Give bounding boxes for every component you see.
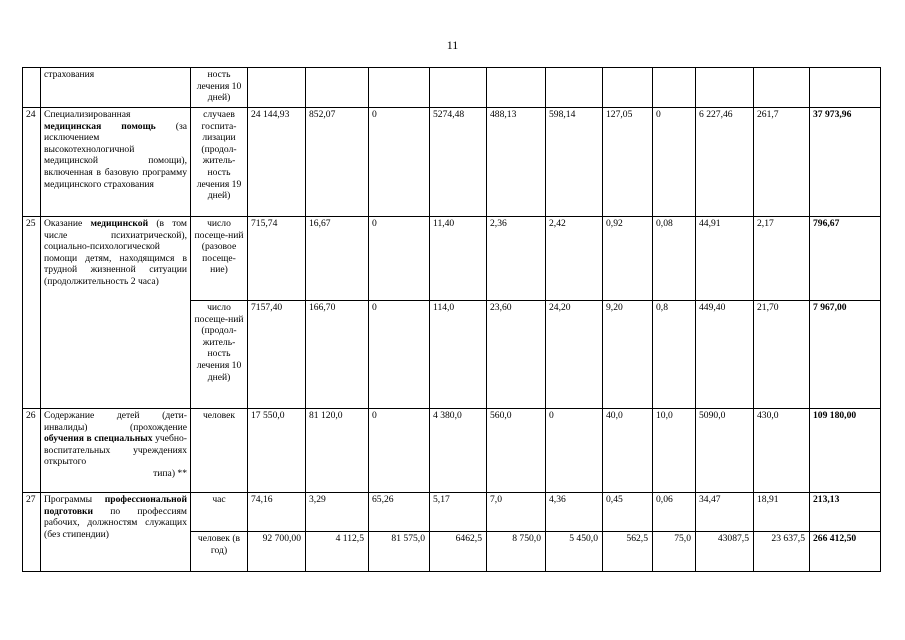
value-cell: 0 — [369, 108, 430, 217]
total-cell: 213,13 — [810, 493, 881, 532]
table-row-25a — [23, 217, 881, 301]
service-name-cell — [41, 409, 191, 493]
value-cell: 4 380,0 — [430, 409, 487, 493]
value-cell: 5 450,0 — [546, 532, 603, 572]
value-cell — [754, 68, 810, 108]
value-cell: 715,74 — [248, 217, 306, 301]
value-cell: 127,05 — [603, 108, 653, 217]
value-cell: 449,40 — [696, 301, 754, 409]
value-cell — [487, 68, 546, 108]
service-name-part: (в том числе психиатрической), социально-психологической помощи детям, находящимся в трудной жизненной ситуации (продолжительность 2 часа) — [44, 218, 187, 287]
value-cell: 5274,48 — [430, 108, 487, 217]
value-cell: 2,42 — [546, 217, 603, 301]
table-row-continuation — [23, 68, 881, 108]
value-cell: 40,0 — [603, 409, 653, 493]
service-name-part: Специализированная — [44, 109, 131, 120]
unit-cell: человек — [191, 409, 248, 493]
value-cell — [653, 68, 696, 108]
value-cell: 6 227,46 — [696, 108, 754, 217]
unit-cell: ность лечения 10 дней) — [191, 68, 248, 108]
value-cell: 4 112,5 — [306, 532, 369, 572]
value-cell: 598,14 — [546, 108, 603, 217]
value-cell: 24,20 — [546, 301, 603, 409]
value-cell: 24 144,93 — [248, 108, 306, 217]
value-cell — [696, 68, 754, 108]
total-cell — [810, 68, 881, 108]
value-cell: 0,45 — [603, 493, 653, 532]
value-cell: 114,0 — [430, 301, 487, 409]
value-cell: 8 750,0 — [487, 532, 546, 572]
service-name-bold: медицинская помощь — [44, 120, 156, 132]
service-name-bold: медицинской — [90, 218, 149, 229]
value-cell: 3,29 — [306, 493, 369, 532]
value-cell: 43087,5 — [696, 532, 754, 572]
value-cell: 21,70 — [754, 301, 810, 409]
value-cell: 18,91 — [754, 493, 810, 532]
unit-cell: случаев госпита-лизации (продол-житель-ность лечения 19 дней) — [191, 108, 248, 217]
value-cell: 852,07 — [306, 108, 369, 217]
value-cell: 7157,40 — [248, 301, 306, 409]
row-number-cell: 26 — [23, 409, 41, 493]
value-cell: 23,60 — [487, 301, 546, 409]
value-cell: 9,20 — [603, 301, 653, 409]
service-name-cell — [41, 493, 191, 572]
value-cell: 0 — [369, 301, 430, 409]
service-name-part: учебно-воспитательных учреждениях открытого — [44, 433, 187, 468]
value-cell: 81 120,0 — [306, 409, 369, 493]
value-cell: 2,36 — [487, 217, 546, 301]
value-cell: 4,36 — [546, 493, 603, 532]
value-cell: 0,06 — [653, 493, 696, 532]
value-cell: 562,5 — [603, 532, 653, 572]
value-cell: 560,0 — [487, 409, 546, 493]
value-cell: 0 — [653, 108, 696, 217]
service-name-part: Оказание — [44, 218, 83, 229]
value-cell: 7,0 — [487, 493, 546, 532]
value-cell: 5,17 — [430, 493, 487, 532]
row-number-cell — [23, 68, 41, 108]
value-cell: 261,7 — [754, 108, 810, 217]
unit-cell: человек (в год) — [191, 532, 248, 572]
value-cell — [306, 68, 369, 108]
service-name-bold: профессиональной подготовки — [44, 494, 187, 517]
value-cell: 92 700,00 — [248, 532, 306, 572]
service-name-part: Содержание детей (дети-инвалиды) (прохождение — [44, 410, 187, 433]
value-cell: 166,70 — [306, 301, 369, 409]
value-cell: 10,0 — [653, 409, 696, 493]
value-cell: 0,92 — [603, 217, 653, 301]
value-cell: 34,47 — [696, 493, 754, 532]
value-cell: 2,17 — [754, 217, 810, 301]
value-cell: 11,40 — [430, 217, 487, 301]
value-cell — [603, 68, 653, 108]
value-cell: 488,13 — [487, 108, 546, 217]
tariff-table — [22, 67, 881, 572]
value-cell: 0,8 — [653, 301, 696, 409]
value-cell — [248, 68, 306, 108]
total-cell: 109 180,00 — [810, 409, 881, 493]
value-cell — [430, 68, 487, 108]
value-cell: 0,08 — [653, 217, 696, 301]
value-cell: 0 — [369, 217, 430, 301]
service-name-bold: обучения в специальных — [44, 433, 153, 445]
unit-cell: час — [191, 493, 248, 532]
service-name-cell — [41, 217, 191, 409]
value-cell — [546, 68, 603, 108]
total-cell: 266 412,50 — [810, 532, 881, 572]
value-cell: 75,0 — [653, 532, 696, 572]
table-row-26 — [23, 409, 881, 493]
value-cell: 5090,0 — [696, 409, 754, 493]
service-name-cell — [41, 108, 191, 217]
total-cell: 796,67 — [810, 217, 881, 301]
service-name-part: типа) ** — [153, 467, 187, 479]
value-cell: 74,16 — [248, 493, 306, 532]
row-number-cell: 25 — [23, 217, 41, 409]
value-cell: 6462,5 — [430, 532, 487, 572]
value-cell — [369, 68, 430, 108]
value-cell: 81 575,0 — [369, 532, 430, 572]
table-row-24 — [23, 108, 881, 217]
value-cell: 0 — [369, 409, 430, 493]
service-name: страхования — [44, 69, 95, 80]
page-number: 11 — [446, 38, 459, 52]
row-number-cell: 27 — [23, 493, 41, 572]
value-cell: 65,26 — [369, 493, 430, 532]
value-cell: 430,0 — [754, 409, 810, 493]
value-cell: 44,91 — [696, 217, 754, 301]
service-name-cell — [41, 68, 191, 108]
service-name-part: (за исключением высокотехнологичной медицинской помощи), включенная в базовую программу медицинского страхования — [44, 120, 187, 190]
value-cell: 23 637,5 — [754, 532, 810, 572]
service-name-part: по профессиям рабочих, должностям служащих (без стипендии) — [44, 505, 187, 540]
total-cell: 7 967,00 — [810, 301, 881, 409]
value-cell: 17 550,0 — [248, 409, 306, 493]
table-row-27a — [23, 493, 881, 532]
unit-cell: число посеще-ний (разовое посеще-ние) — [191, 217, 248, 301]
unit-cell: число посеще-ний (продол-житель-ность лечения 10 дней) — [191, 301, 248, 409]
service-name-part: Программы — [44, 494, 93, 505]
value-cell: 0 — [546, 409, 603, 493]
total-cell: 37 973,96 — [810, 108, 881, 217]
row-number-cell: 24 — [23, 108, 41, 217]
value-cell: 16,67 — [306, 217, 369, 301]
